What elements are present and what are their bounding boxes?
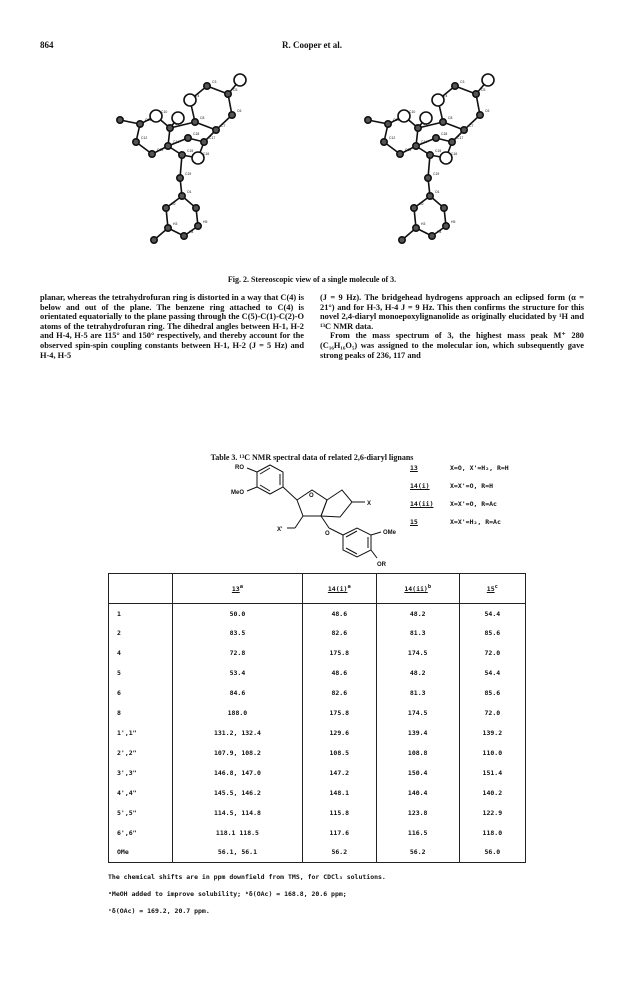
shift-value-cell: 56.2 xyxy=(376,843,459,863)
atom-label: C18 xyxy=(193,132,200,136)
atom xyxy=(397,151,403,157)
footnote-a-b: ᵃMeOH added to improve solubility; ᵇδ(OAc) = 168.8, 20.6 ppm; xyxy=(108,890,347,898)
table-row xyxy=(109,663,526,683)
shift-value-cell: 48.6 xyxy=(302,663,376,683)
atom-label: C18 xyxy=(441,132,448,136)
shift-value-cell: 82.6 xyxy=(302,623,376,643)
shift-value-cell: 175.8 xyxy=(302,643,376,663)
shift-value-cell: 174.5 xyxy=(376,703,459,723)
table-row xyxy=(109,843,526,863)
position-cell: 8 xyxy=(109,703,173,723)
shift-value-cell: 146.8, 147.0 xyxy=(173,763,303,783)
table-row xyxy=(109,604,526,624)
shift-value-cell: 131.2, 132.4 xyxy=(173,723,303,743)
table-row xyxy=(109,763,526,783)
atom-label: H4 xyxy=(189,230,194,234)
compound-def xyxy=(410,518,560,536)
shift-value-cell: 85.6 xyxy=(459,683,525,703)
column-header: 13$^a$ xyxy=(173,574,303,604)
atom xyxy=(137,121,143,127)
atom xyxy=(225,91,231,97)
atom xyxy=(234,74,246,86)
atom-label: C3 xyxy=(460,80,465,84)
shift-value-cell: 82.6 xyxy=(302,683,376,703)
atom-label: C13 xyxy=(405,148,412,152)
shift-value-cell: 81.3 xyxy=(376,683,459,703)
position-cell: 5',5" xyxy=(109,803,173,823)
shift-value-cell: 129.6 xyxy=(302,723,376,743)
label-ro: RO xyxy=(235,465,244,471)
shift-value-cell: 139.4 xyxy=(376,723,459,743)
table-row xyxy=(109,723,526,743)
atom xyxy=(165,225,171,231)
position-cell: 3',3" xyxy=(109,763,173,783)
atom-label: C8 xyxy=(448,116,453,120)
table-row xyxy=(109,823,526,843)
shift-value-cell: 145.5, 146.2 xyxy=(173,783,303,803)
compound-formula: X=X'=O, R=Ac xyxy=(450,500,497,508)
compound-def xyxy=(410,464,560,482)
atom xyxy=(449,139,455,145)
atom-label: H4 xyxy=(437,230,442,234)
compound-id: 13 xyxy=(410,464,418,472)
atom xyxy=(440,119,446,125)
shift-value-cell: 116.5 xyxy=(376,823,459,843)
page-number: 864 xyxy=(40,40,54,50)
label-x-prime: X' xyxy=(277,527,283,533)
shift-value-cell: 48.2 xyxy=(376,663,459,683)
shift-value-cell: 188.0 xyxy=(173,703,303,723)
molecule-right-view xyxy=(365,74,494,243)
atom xyxy=(385,121,391,127)
paragraph: (J = 9 Hz). The bridgehead hydrogens approach an eclipsed form (α = 21°) and for H-3, H-4 J = 9 Hz. This then confirms the structure for this novel 2,4-diaryl monoepoxylignanolide as originally elucidated by ¹H and ¹³C NMR data. xyxy=(320,293,584,331)
compound-formula: X=X'=H₂, R=Ac xyxy=(450,518,501,526)
atom-label: C4 xyxy=(443,94,448,98)
atom-label: C13 xyxy=(157,148,164,152)
atom xyxy=(427,193,433,199)
atom-label: C4 xyxy=(195,94,200,98)
atom-label: C17 xyxy=(457,136,464,140)
page-header xyxy=(40,40,584,56)
label-o-ring: O xyxy=(309,493,314,499)
shift-value-cell: 147.2 xyxy=(302,763,376,783)
shift-value-cell: 115.8 xyxy=(302,803,376,823)
atom xyxy=(172,112,184,124)
atom xyxy=(163,205,169,211)
shift-value-cell: 108.5 xyxy=(302,743,376,763)
footnote-main: The chemical shifts are in ppm downfield from TMS, for CDCl₃ solutions. xyxy=(108,873,386,881)
atom xyxy=(195,223,201,229)
atom-label: C5 xyxy=(233,88,238,92)
shift-value-cell: 72.0 xyxy=(459,643,525,663)
atom xyxy=(179,193,185,199)
compound-def xyxy=(410,482,560,500)
shift-value-cell: 150.4 xyxy=(376,763,459,783)
atom-label: C16 xyxy=(451,152,458,156)
atom-label: O1 xyxy=(187,190,192,194)
position-cell: 1 xyxy=(109,604,173,624)
position-cell: 6',6" xyxy=(109,823,173,843)
paragraph: planar, whereas the tetrahydrofuran ring is distorted in a way that C(4) is below and out of the plane. The benzene ring attached to C(4) is orientated equatorially to the plane passing through the C(5)-C(1)-C(2)-O atoms of the tetrahydrofuran ring. The dihedral angles between H-1, H-2 and H-4, H-5 are 115° and 150° respectively, and thereby account for the observed spin-spin coupling constants between H-1, H-2 (J = 5 Hz) and H-4, H-5 xyxy=(40,293,304,360)
atom-label: C10 xyxy=(161,110,168,114)
nmr-data-table xyxy=(108,573,526,863)
atom-label: O2 xyxy=(171,202,176,206)
label-x: X xyxy=(367,501,372,507)
running-head: R. Cooper et al. xyxy=(281,40,343,50)
text-column-right xyxy=(320,293,584,360)
atom xyxy=(477,112,483,118)
atom-label: H3 xyxy=(173,222,178,226)
atom xyxy=(411,205,417,211)
shift-value-cell: 122.9 xyxy=(459,803,525,823)
column-header: 15$^c$ xyxy=(459,574,525,604)
atom xyxy=(413,225,419,231)
compound-id: 15 xyxy=(410,518,418,526)
shift-value-cell: 118.1 118.5 xyxy=(173,823,303,843)
atom xyxy=(133,139,139,145)
shift-value-cell: 118.0 xyxy=(459,823,525,843)
atom-label: C12 xyxy=(389,136,396,140)
position-cell: OMe xyxy=(109,843,173,863)
position-cell: 2',2" xyxy=(109,743,173,763)
atom xyxy=(165,143,171,149)
atom xyxy=(461,127,467,133)
lignan-structure-diagram xyxy=(215,462,415,572)
table-row xyxy=(109,683,526,703)
shift-value-cell: 72.8 xyxy=(173,643,303,663)
table-row xyxy=(109,643,526,663)
shift-value-cell: 50.0 xyxy=(173,604,303,624)
atom-label: C17 xyxy=(209,136,216,140)
shift-value-cell: 84.6 xyxy=(173,683,303,703)
table-footnotes xyxy=(108,872,548,923)
atom-label: H5 xyxy=(203,220,208,224)
shift-value-cell: 151.4 xyxy=(459,763,525,783)
compound-definitions xyxy=(410,464,560,536)
shift-value-cell: 175.8 xyxy=(302,703,376,723)
footnote-c: ᶜδ(OAc) = 169.2, 20.7 ppm. xyxy=(108,907,210,915)
atom-label: O2 xyxy=(419,202,424,206)
compound-formula: X=O, X'=H₂, R=H xyxy=(450,464,509,472)
shift-value-cell: 81.3 xyxy=(376,623,459,643)
atom-label: C11 xyxy=(145,118,151,122)
atom xyxy=(185,135,191,141)
shift-value-cell: 83.5 xyxy=(173,623,303,643)
shift-value-cell: 56.2 xyxy=(302,843,376,863)
shift-value-cell: 114.5, 114.8 xyxy=(173,803,303,823)
shift-value-cell: 85.6 xyxy=(459,623,525,643)
shift-value-cell: 54.4 xyxy=(459,604,525,624)
atom-label: C11 xyxy=(393,118,399,122)
atom xyxy=(193,205,199,211)
table-caption: Table 3. ¹³C NMR spectral data of related 2,6-diaryl lignans xyxy=(210,453,414,462)
atom xyxy=(192,119,198,125)
shift-value-cell: 54.4 xyxy=(459,663,525,683)
atom-label: C14 xyxy=(421,140,428,144)
shift-value-cell: 110.0 xyxy=(459,743,525,763)
atom xyxy=(415,125,421,131)
atom-label: C5 xyxy=(481,88,486,92)
shift-value-cell: 123.8 xyxy=(376,803,459,823)
position-cell: 2 xyxy=(109,623,173,643)
atom xyxy=(167,125,173,131)
position-cell: 5 xyxy=(109,663,173,683)
shift-value-cell: 48.2 xyxy=(376,604,459,624)
label-o-ring-lower: O xyxy=(325,531,330,537)
position-cell: 4 xyxy=(109,643,173,663)
text-column-left xyxy=(40,293,304,360)
atom-label: C7 xyxy=(469,124,474,128)
atom xyxy=(413,143,419,149)
atom xyxy=(381,139,387,145)
shift-value-cell: 148.1 xyxy=(302,783,376,803)
atom-label: O1 xyxy=(435,190,440,194)
shift-value-cell: 174.5 xyxy=(376,643,459,663)
compound-def xyxy=(410,500,560,518)
shift-value-cell: 53.4 xyxy=(173,663,303,683)
atom-label: C15 xyxy=(435,149,442,153)
table-row xyxy=(109,803,526,823)
table-row xyxy=(109,743,526,763)
atom xyxy=(420,112,432,124)
atom-label: C3 xyxy=(212,80,217,84)
position-cell: 6 xyxy=(109,683,173,703)
shift-value-cell: 117.6 xyxy=(302,823,376,843)
molecule-left-view xyxy=(117,74,246,243)
atom xyxy=(473,91,479,97)
atom xyxy=(151,237,157,243)
atom xyxy=(149,151,155,157)
atom xyxy=(441,205,447,211)
table-row xyxy=(109,783,526,803)
atom xyxy=(443,223,449,229)
atom-label: C15 xyxy=(187,149,194,153)
header-cell-blank xyxy=(109,574,173,604)
atom-label: C19 xyxy=(185,172,192,176)
atom-label: C10 xyxy=(409,110,416,114)
atom-label: H5 xyxy=(451,220,456,224)
atom xyxy=(399,237,405,243)
atom-label: H3 xyxy=(421,222,426,226)
atom-label: C8 xyxy=(200,116,205,120)
atom xyxy=(204,83,210,89)
atom-label: C6 xyxy=(485,109,490,113)
stereoscopic-figure xyxy=(70,60,554,250)
atom-label: C16 xyxy=(203,152,210,156)
table-body xyxy=(109,604,526,863)
position-cell: 1',1" xyxy=(109,723,173,743)
atom xyxy=(177,175,183,181)
atom xyxy=(201,139,207,145)
atom xyxy=(429,233,435,239)
label-ome: OMe xyxy=(383,530,397,536)
atom xyxy=(482,74,494,86)
table-row xyxy=(109,623,526,643)
shift-value-cell: 48.6 xyxy=(302,604,376,624)
shift-value-cell: 107.9, 108.2 xyxy=(173,743,303,763)
atom xyxy=(427,152,433,158)
atom xyxy=(433,135,439,141)
atom xyxy=(179,152,185,158)
atom xyxy=(181,233,187,239)
table-header-row xyxy=(109,574,526,604)
atom xyxy=(117,117,123,123)
shift-value-cell: 140.4 xyxy=(376,783,459,803)
label-meo: MeO xyxy=(231,490,245,496)
shift-value-cell: 56.0 xyxy=(459,843,525,863)
compound-formula: X=X'=O, R=H xyxy=(450,482,494,490)
position-cell: 4',4" xyxy=(109,783,173,803)
shift-value-cell: 56.1, 56.1 xyxy=(173,843,303,863)
atom-label: C6 xyxy=(237,109,242,113)
atom xyxy=(213,127,219,133)
column-header: $14(i)^a$ xyxy=(302,574,376,604)
atom-label: C7 xyxy=(221,124,226,128)
atom xyxy=(365,117,371,123)
shift-value-cell: 72.0 xyxy=(459,703,525,723)
column-header: 14(ii)$^b$ xyxy=(376,574,459,604)
label-or: OR xyxy=(377,562,386,568)
atom-label: C12 xyxy=(141,136,148,140)
atom-label: C19 xyxy=(433,172,440,176)
paragraph: From the mass spectrum of 3, the highest mass peak M⁺ 280 (C₁₆H₁₆O₅) was assigned to the molecular ion, which subsequently gave strong peaks of 236, 117 and xyxy=(320,331,584,360)
compound-id: 14(ii) xyxy=(410,500,434,508)
figure-caption: Fig. 2. Stereoscopic view of a single molecule of 3. xyxy=(227,275,397,284)
atom-label: C14 xyxy=(173,140,180,144)
shift-value-cell: 108.8 xyxy=(376,743,459,763)
shift-value-cell: 140.2 xyxy=(459,783,525,803)
atom xyxy=(452,83,458,89)
shift-value-cell: 139.2 xyxy=(459,723,525,743)
atom xyxy=(229,112,235,118)
table-row xyxy=(109,703,526,723)
atom xyxy=(425,175,431,181)
compound-id: 14(i) xyxy=(410,482,430,490)
